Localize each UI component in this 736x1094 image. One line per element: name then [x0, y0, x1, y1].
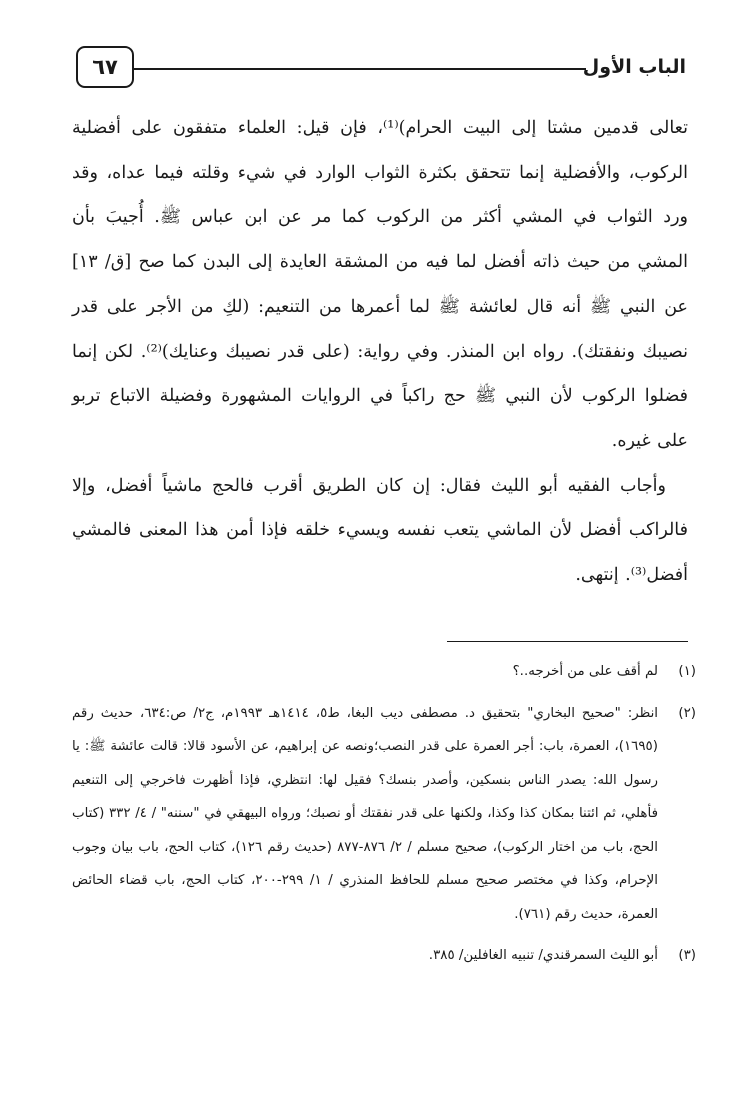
chapter-title: الباب الأول: [582, 56, 686, 78]
running-header: [62, 46, 686, 92]
paragraph: تعالى قدمين مشتا إلى البيت الحرام)⁽¹⁾، فإن قيل: العلماء متفقون على أفضلية الركوب، والأفضلية إنما تتحقق بكثرة الثواب الوارد في شيء وقلته فيما عداه، وقد ورد الثواب في المشي أكثر من الركوب كما مر عن ابن عباس ﷺ. أُجيبَ بأن المشي من حيث ذاته أفضل لما فيه من المشقة العايدة إلى البدن كما صح [ق/ ١٣] عن النبي ﷺ أنه قال لعائشة ﷺ لما أعمرها من التنعيم: (لكِ من الأجر على قدر نصيبك ونفقتك). رواه ابن المنذر. وفي رواية: (على قدر نصيبك وعنايك)⁽²⁾. لكن إنما فضلوا الركوب لأن النبي ﷺ حج راكباً في الروايات المشهورة وفضيلة الاتباع تربو على غيره.: [72, 118, 688, 451]
footnote-text: أبو الليث السمرقندي/ تنبيه الغافلين/ ٣٨٥.: [428, 948, 658, 963]
footnote-separator: [447, 641, 688, 642]
header-rule: [132, 68, 586, 70]
footnote-text: انظر: "صحيح البخاري" بتحقيق د. مصطفى ديب البغا، ط٥، ١٤١٤هـ ١٩٩٣م، ج٢/ ص:٦٣٤، حديث رقم (١٦٩٥)، العمرة، باب: أجر العمرة على قدر النصب؛ونصه عن إبراهيم، عن الأسود قالا: قالت عائشة ﷺ: يا رسول الله: يصدر الناس بنسكين، وأصدر بنسك؟ فقيل لها: انتظري، فإذا أظهرت فاخرجي إلى التنعيم فأهلي، ثم ائتنا بمكان كذا وكذا، ولكنها على قدر نفقتك أو نصبك؛ ورواه البيهقي في "سننه" / ٤/ ٣٣٢ (كتاب الحج، باب من اختار الركوب)، صحيح مسلم / ٢/ ٨٧٦-٨٧٧ (حديث رقم ١٢٦)، كتاب الحج، باب بيان وجوب الإحرام، وكذا في مختصر صحيح مسلم للحافظ المنذري / ١/ ٢٩٩-٢٠٠، كتاب الحج، باب قضاء الحائض العمرة، حديث رقم (٧٦١).: [72, 705, 659, 922]
paragraph: وأجاب الفقيه أبو الليث فقال: إن كان الطريق أقرب فالحج ماشياً أفضل، وإلا فالراكب أفضل لأن الماشي يتعب نفسه ويسيء خلقه فإذا أمن هذا المعنى فالمشي أفضل⁽³⁾. إنتهى.: [72, 475, 688, 586]
footnotes: [72, 655, 696, 981]
footnote: [72, 655, 696, 689]
main-text: [72, 106, 688, 598]
footnote-number: (١): [678, 664, 696, 679]
footnote-number: (٣): [678, 948, 696, 963]
footnote-text: لم أقف على من أخرجه..؟: [512, 664, 658, 679]
footnote-number: (٢): [678, 705, 696, 721]
footnote: [72, 697, 696, 932]
footnote: [72, 939, 696, 973]
page-number: ٦٧: [76, 46, 134, 88]
